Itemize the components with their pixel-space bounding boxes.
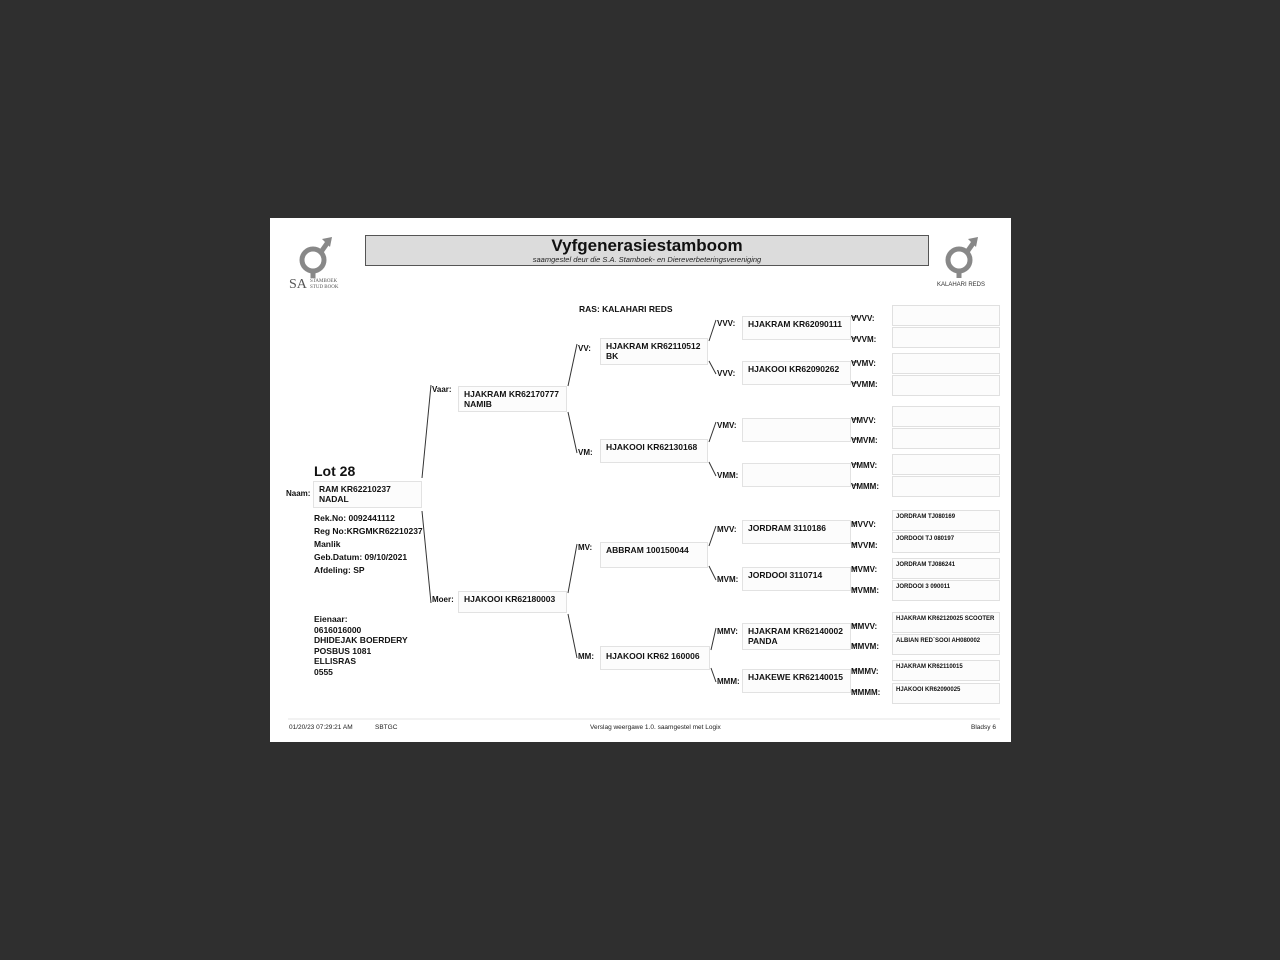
page-subtitle: saamgestel deur die S.A. Stamboek- en Diereverbeteringsvereniging bbox=[532, 255, 762, 264]
vvvv-box bbox=[892, 305, 1000, 326]
vvmm-box bbox=[892, 375, 1000, 396]
mmmv-box: HJAKRAM KR62110015 bbox=[892, 660, 1000, 681]
vmvm-label: VMVM: bbox=[851, 436, 878, 445]
vvmv-box bbox=[892, 353, 1000, 374]
footer-timestamp: 01/20/23 07:29:21 AM bbox=[289, 724, 353, 731]
mmm-label: MMM: bbox=[717, 677, 740, 686]
vv-label: VV: bbox=[578, 344, 591, 353]
vmmm-label: VMMM: bbox=[851, 482, 879, 491]
mmmv-label: MMMV: bbox=[851, 667, 879, 676]
animal-details: Rek.No: 0092441112 Reg No:KRGMKR62210237 Manlik Geb.Datum: 09/10/2021 Afdeling: SP bbox=[314, 513, 423, 575]
mvvm-label: MVVM: bbox=[851, 541, 878, 550]
mm-box: HJAKOOI KR62 160006 bbox=[600, 646, 710, 670]
connector-line bbox=[568, 344, 577, 386]
logo-sa-text: SA bbox=[289, 277, 307, 292]
vmvm-box bbox=[892, 428, 1000, 449]
mmvm-box: ALBIAN RED`SOOI AH080002 bbox=[892, 634, 1000, 655]
vmmv-label: VMMV: bbox=[851, 461, 878, 470]
vvvm-label: VVVM: bbox=[851, 335, 877, 344]
sa-stud-book-logo bbox=[288, 234, 350, 294]
connector-line bbox=[709, 566, 716, 580]
mvvv-label: MVVV: bbox=[851, 520, 876, 529]
mmm-box: HJAKEWE KR62140015 bbox=[742, 669, 851, 693]
kalahari-reds-logo bbox=[930, 234, 992, 294]
vvm-label: VVV: bbox=[717, 369, 736, 378]
connector-line bbox=[711, 628, 716, 650]
mvmm-box: JORDOOI 3 090011 bbox=[892, 580, 1000, 601]
vv-box: HJAKRAM KR62110512 BK bbox=[600, 338, 708, 365]
connector-line bbox=[709, 462, 716, 476]
connector-line bbox=[709, 526, 716, 546]
vmmv-box bbox=[892, 454, 1000, 475]
vm-box: HJAKOOI KR62130168 bbox=[600, 439, 708, 463]
mvvv-box: JORDRAM TJ080169 bbox=[892, 510, 1000, 531]
mmvv-label: MMVV: bbox=[851, 622, 878, 631]
connector-line bbox=[422, 511, 431, 603]
title-box bbox=[365, 235, 929, 266]
vmmm-box bbox=[892, 476, 1000, 497]
mvm-label: MVM: bbox=[717, 575, 739, 584]
vmv-box bbox=[742, 418, 851, 442]
mvm-box: JORDOOI 3110714 bbox=[742, 567, 851, 591]
connector-line bbox=[711, 668, 716, 682]
name-label: Naam: bbox=[286, 489, 311, 498]
vvv-box: HJAKRAM KR62090111 bbox=[742, 316, 851, 340]
logo-stud-text: STAMBOEK STUD BOOK bbox=[310, 279, 339, 290]
mmmm-box: HJAKOOI KR62090025 bbox=[892, 683, 1000, 704]
connector-line bbox=[422, 385, 431, 478]
vvmv-label: VVMV: bbox=[851, 359, 876, 368]
mmmm-label: MMMM: bbox=[851, 688, 881, 697]
connector-line bbox=[568, 544, 577, 593]
mv-label: MV: bbox=[578, 543, 593, 552]
page-title: Vyfgenerasiestamboom bbox=[551, 236, 743, 255]
vmm-box bbox=[742, 463, 851, 487]
mv-box: ABBRAM 100150044 bbox=[600, 542, 708, 568]
mvmm-label: MVMM: bbox=[851, 586, 879, 595]
sex-symbol-icon bbox=[930, 234, 992, 278]
connector-line bbox=[709, 320, 716, 341]
mmv-box: HJAKRAM KR62140002 PANDA bbox=[742, 623, 851, 650]
vvvv-label: VVVV: bbox=[851, 314, 875, 323]
connector-line bbox=[709, 361, 716, 374]
mvv-box: JORDRAM 3110186 bbox=[742, 520, 851, 544]
owner-details: Eienaar: 0616016000 DHIDEJAK BOERDERY POSBUS 1081 ELLISRAS 0555 bbox=[314, 614, 408, 677]
dam-label: Moer: bbox=[432, 595, 454, 604]
vvvm-box bbox=[892, 327, 1000, 348]
mm-label: MM: bbox=[578, 652, 594, 661]
connector-line bbox=[709, 422, 716, 442]
vvm-box: HJAKOOI KR62090262 bbox=[742, 361, 851, 385]
animal-name-box: RAM KR62210237 NADAL bbox=[313, 481, 422, 508]
pedigree-document bbox=[270, 218, 1011, 742]
sire-label: Vaar: bbox=[432, 385, 452, 394]
footer-page-number: Bladsy 6 bbox=[971, 724, 996, 731]
connector-line bbox=[568, 412, 577, 453]
vmvv-box bbox=[892, 406, 1000, 427]
mmvv-box: HJAKRAM KR62120025 SCOOTER bbox=[892, 612, 1000, 633]
vvmm-label: VVMM: bbox=[851, 380, 878, 389]
footer-code: SBTGC bbox=[375, 724, 398, 731]
vvv-label: VVV: bbox=[717, 319, 736, 328]
mvmv-label: MVMV: bbox=[851, 565, 878, 574]
sex-symbol-icon bbox=[288, 234, 350, 278]
mmvm-label: MMVM: bbox=[851, 642, 879, 651]
sire-box: HJAKRAM KR62170777 NAMIB bbox=[458, 386, 567, 412]
footer-report-version: Verslag weergawe 1.0. saamgestel met Logix bbox=[590, 724, 721, 731]
mvvm-box: JORDOOI TJ 080197 bbox=[892, 532, 1000, 553]
mvv-label: MVV: bbox=[717, 525, 737, 534]
lot-number: Lot 28 bbox=[314, 463, 356, 479]
mvmv-box: JORDRAM TJ086241 bbox=[892, 558, 1000, 579]
vmv-label: VMV: bbox=[717, 421, 737, 430]
mmv-label: MMV: bbox=[717, 627, 738, 636]
connector-line bbox=[568, 614, 577, 658]
dam-box: HJAKOOI KR62180003 bbox=[458, 591, 567, 613]
breed-label: RAS: KALAHARI REDS bbox=[579, 304, 673, 314]
logo-breed-text: KALAHARI REDS bbox=[936, 282, 985, 288]
vm-label: VM: bbox=[578, 448, 593, 457]
vmvv-label: VMVV: bbox=[851, 416, 876, 425]
vmm-label: VMM: bbox=[717, 471, 739, 480]
